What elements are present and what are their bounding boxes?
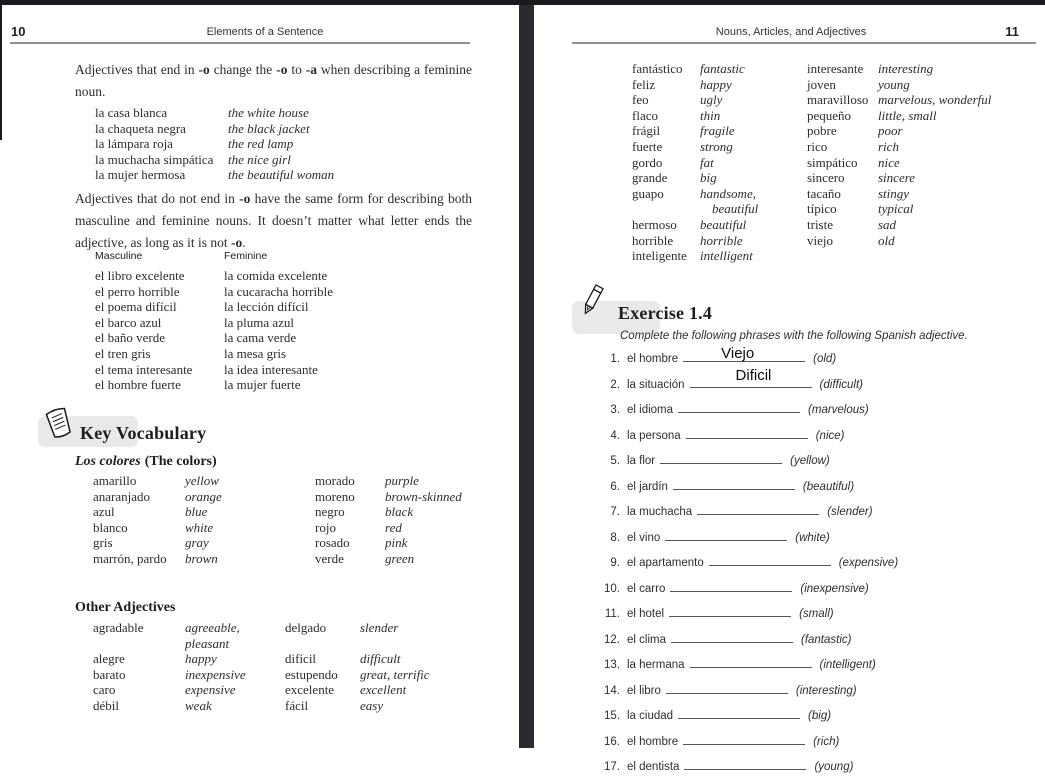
paragraph-adjectives-not-o <box>75 188 472 254</box>
vocab-spanish: simpático <box>807 154 858 170</box>
book-gutter <box>519 0 534 748</box>
vocab-english: horrible <box>700 232 743 248</box>
vocab-spanish: barato <box>93 666 126 682</box>
item-number: 15. <box>604 710 620 722</box>
vocab-spanish: grande <box>632 170 668 186</box>
window-top-bar <box>0 0 1045 5</box>
vocab-english: sad <box>878 216 897 232</box>
spanish-text: el tren gris <box>95 345 151 361</box>
vocab-english: sincere <box>878 170 916 186</box>
item-hint: (beautiful) <box>802 480 855 493</box>
vocab-english: blue <box>185 504 208 520</box>
answer-blank[interactable] <box>670 578 792 592</box>
feminine-text: la mujer fuerte <box>224 377 301 393</box>
noun-pair-row <box>95 377 333 393</box>
bold-ending: -o <box>230 235 243 250</box>
key-vocabulary-heading: Key Vocabulary <box>80 423 207 443</box>
exercise-item <box>586 425 1036 444</box>
vocab-english: rich <box>878 138 899 154</box>
vocab-spanish: feo <box>632 92 649 108</box>
item-phrase: el hotel <box>627 608 665 620</box>
colors-subheading-spanish: Los colores <box>75 454 141 469</box>
exercise-item <box>586 654 1036 673</box>
item-phrase: la ciudad <box>627 710 674 722</box>
feminine-text: la cucaracha horrible <box>224 283 333 299</box>
example-pair-row <box>95 121 334 137</box>
item-hint: (marvelous) <box>808 404 869 416</box>
window-left-edge <box>0 0 2 140</box>
exercise-item <box>586 731 1036 750</box>
bold-ending: -a <box>305 62 317 77</box>
vocab-english: purple <box>385 473 419 488</box>
feminine-text: la comida excelente <box>224 268 328 283</box>
header-rule-left <box>10 42 470 44</box>
exercise-item <box>586 680 1036 699</box>
item-phrase: el libro <box>627 684 661 697</box>
vocab-english: ugly <box>700 92 723 108</box>
item-hint: (white) <box>795 531 830 544</box>
vocab-english: happy <box>700 76 732 92</box>
exercise-item <box>586 527 1036 546</box>
vocab-english: thin <box>700 107 721 123</box>
item-number: 16. <box>604 735 620 748</box>
vocab-english: old <box>878 232 895 248</box>
text-segment: change the <box>209 62 277 77</box>
answer-blank[interactable] <box>678 705 800 719</box>
exercise-item <box>586 578 1036 597</box>
exercise-item <box>586 476 1036 495</box>
vocab-english: gray <box>185 535 209 551</box>
vocab-english: strong <box>700 138 733 154</box>
vocab-spanish: frágil <box>632 123 661 139</box>
vocab-spanish: verde <box>315 550 344 566</box>
vocab-spanish: gris <box>93 535 113 551</box>
example-pair-row <box>95 136 334 152</box>
answer-blank[interactable] <box>671 629 793 643</box>
vocab-spanish: maravilloso <box>807 92 869 108</box>
answer-blank[interactable] <box>665 527 787 541</box>
vocab-english: fragile <box>700 123 735 139</box>
vocab-spanish <box>632 201 700 217</box>
item-number: 11. <box>604 608 620 620</box>
bold-ending: -o <box>198 62 210 77</box>
vocab-spanish: feliz <box>632 76 656 92</box>
item-hint: (big) <box>808 710 832 722</box>
english-translation: the nice girl <box>228 151 291 167</box>
item-hint: (yellow) <box>790 455 830 467</box>
vocab-spanish: fantástico <box>632 61 683 76</box>
vocab-english: easy <box>360 697 384 713</box>
vocab-english: red <box>385 519 402 535</box>
vocab-spanish: flaco <box>632 107 658 123</box>
spanish-text: la casa blanca <box>95 105 168 120</box>
example-pair-row <box>95 167 334 183</box>
vocab-spanish: gordo <box>632 154 663 170</box>
vocab-spanish: anaranjado <box>93 488 151 504</box>
vocab-english: young <box>878 76 910 92</box>
example-pair-row <box>95 152 334 168</box>
text-segment: . <box>242 235 246 250</box>
exercise-item <box>586 450 1036 469</box>
vocab-english: beautiful <box>712 201 759 217</box>
answer-blank[interactable] <box>709 552 831 566</box>
answer-blank[interactable] <box>666 680 788 694</box>
header-rule-right <box>572 42 1036 44</box>
item-number: 9. <box>610 557 620 569</box>
answer-blank[interactable] <box>686 425 808 439</box>
spanish-text: el tema interesante <box>95 361 193 377</box>
english-translation: the black jacket <box>228 120 310 136</box>
pencil-icon <box>574 281 610 321</box>
spanish-text: el hombre fuerte <box>95 377 181 393</box>
book-page-left <box>0 0 519 748</box>
item-hint: (inexpensive) <box>800 582 869 595</box>
colors-subheading-english: (The colors) <box>144 454 217 469</box>
colors-vocab-table <box>93 473 462 567</box>
vocab-spanish: agradable <box>93 620 144 635</box>
item-hint: (old) <box>813 353 837 365</box>
answer-blank[interactable] <box>697 501 819 515</box>
spanish-text: el perro horrible <box>95 283 180 299</box>
spanish-text: la muchacha simpática <box>95 151 214 167</box>
vocab-english: typical <box>878 201 914 217</box>
item-number: 17. <box>604 761 620 773</box>
vocab-spanish: alegre <box>93 651 125 667</box>
vocab-spanish: excelente <box>285 682 335 698</box>
typed-answer[interactable]: Dificil <box>735 366 772 384</box>
noun-pair-row <box>95 315 333 331</box>
vocab-english: beautiful <box>700 216 747 232</box>
exercise-item <box>586 399 1036 418</box>
colors-subheading <box>75 454 217 470</box>
exercise-item <box>586 366 1036 393</box>
item-phrase: la persona <box>627 429 681 442</box>
item-hint: (nice) <box>815 429 845 442</box>
answer-blank[interactable] <box>684 756 806 770</box>
item-number: 5. <box>610 455 620 467</box>
vocab-spanish: rico <box>807 138 828 154</box>
vocab-english: intelligent <box>700 248 753 264</box>
vocab-spanish: típico <box>807 201 837 217</box>
vocab-english: green <box>385 550 415 566</box>
exercise-item <box>586 345 1036 367</box>
vocab-english: brown-skinned <box>385 488 462 504</box>
vocab-english: pink <box>385 535 408 551</box>
noun-pair-row <box>95 299 333 315</box>
bold-ending: -o <box>276 62 288 77</box>
vocab-english: little, small <box>878 107 937 123</box>
item-phrase: el dentista <box>627 761 680 773</box>
item-number: 14. <box>604 684 620 697</box>
vocab-spanish: blanco <box>93 519 128 535</box>
text-segment: when describing a feminine noun. <box>75 62 473 99</box>
item-phrase: el hombre <box>627 353 679 365</box>
vocab-english: happy <box>185 651 217 667</box>
vocab-spanish: triste <box>807 216 833 232</box>
vocab-english: agreeable, pleasant <box>185 620 240 651</box>
item-hint: (young) <box>814 761 854 773</box>
adjectives-vocab-table <box>632 61 991 264</box>
vocab-spanish: pobre <box>807 123 837 139</box>
vocab-spanish: viejo <box>807 232 833 248</box>
item-hint: (difficult) <box>819 378 863 391</box>
vocab-english: fat <box>700 154 714 170</box>
item-phrase: el apartamento <box>627 557 704 569</box>
item-hint: (slender) <box>827 506 873 518</box>
vocab-spanish: inteligente <box>632 248 687 264</box>
vocab-spanish: tacaño <box>807 185 841 201</box>
vocab-english: difficult <box>360 651 401 667</box>
item-number: 6. <box>610 480 620 493</box>
other-adjectives-table <box>93 620 430 714</box>
vocab-spanish: pequeño <box>807 107 852 123</box>
vocab-spanish: azul <box>93 504 115 520</box>
vocab-spanish: fuerte <box>632 138 663 154</box>
vocab-english: big <box>700 170 717 186</box>
spanish-text: la chaqueta negra <box>95 120 186 136</box>
item-phrase: la situación <box>627 378 685 391</box>
vocab-english: orange <box>185 488 222 504</box>
answer-blank[interactable] <box>669 603 791 617</box>
running-header-left: Elements of a Sentence <box>206 26 324 38</box>
item-number: 12. <box>604 633 620 646</box>
vocab-spanish: moreno <box>315 488 355 504</box>
feminine-text: la pluma azul <box>224 314 295 330</box>
item-phrase: el clima <box>627 633 666 646</box>
exercise-item <box>586 603 1036 622</box>
book-page-right <box>533 0 1045 773</box>
feminine-text: la mesa gris <box>224 345 287 361</box>
answer-blank[interactable] <box>673 476 795 490</box>
vocab-spanish: negro <box>315 504 345 520</box>
paragraph-adjectives-o <box>75 59 472 103</box>
vocab-spanish: caro <box>93 682 116 698</box>
vocab-spanish: sincero <box>807 170 845 186</box>
answer-blank[interactable] <box>660 450 782 464</box>
typed-answer[interactable]: Viejo <box>721 345 755 362</box>
item-phrase: la hermana <box>627 659 685 671</box>
vocab-english: slender <box>360 620 399 635</box>
item-hint: (small) <box>799 608 834 620</box>
vocab-english: yellow <box>185 473 219 488</box>
english-translation: the beautiful woman <box>228 167 335 183</box>
exercise-heading: Exercise 1.4 <box>618 303 713 323</box>
vocab-spanish: hermoso <box>632 216 677 232</box>
english-translation: the red lamp <box>228 136 294 152</box>
vocab-english: black <box>385 504 414 520</box>
vocab-spanish: débil <box>93 697 119 713</box>
item-number: 8. <box>610 531 620 544</box>
vocab-spanish: difícil <box>285 651 317 667</box>
noun-pair-row <box>95 346 333 362</box>
masculine-column-header: Masculine <box>95 250 143 262</box>
text-segment: have the same form for describing both masculine and feminine nouns. It doesn’t matter what letter ends the adjective, as long as it is not <box>75 191 473 250</box>
noun-pair-row <box>95 284 333 300</box>
noun-pair-row <box>95 362 333 378</box>
exercise-item-list <box>586 345 1036 782</box>
item-number: 10. <box>604 582 620 595</box>
vocab-english: inexpensive <box>185 666 246 682</box>
vocab-english: stingy <box>878 185 910 201</box>
item-number: 3. <box>610 404 620 416</box>
exercise-item <box>586 756 1036 775</box>
feminine-text: la cama verde <box>224 330 297 346</box>
spanish-text: el baño verde <box>95 330 166 346</box>
spanish-text: el libro excelente <box>95 268 185 283</box>
feminine-text: la lección difícil <box>224 299 309 315</box>
vocab-spanish: morado <box>315 473 355 488</box>
spanish-text: el poema difícil <box>95 299 177 315</box>
feminine-examples-list <box>95 105 334 183</box>
exercise-item <box>586 552 1036 571</box>
item-hint: (expensive) <box>838 557 899 569</box>
vocab-spanish: estupendo <box>285 666 338 682</box>
vocab-english: expensive <box>185 682 236 698</box>
vocab-english: poor <box>878 123 903 139</box>
exercise-item <box>586 501 1036 520</box>
masculine-feminine-list <box>95 268 333 393</box>
text-segment: Adjectives that end in <box>75 62 199 77</box>
answer-blank[interactable] <box>683 345 805 362</box>
vocab-english: brown <box>185 550 218 566</box>
noun-pair-row <box>95 268 333 284</box>
example-pair-row <box>95 105 334 121</box>
vocab-english: interesting <box>878 61 934 76</box>
vocab-english: marvelous, wonderful <box>878 92 992 108</box>
masculine-feminine-headers <box>95 250 267 262</box>
feminine-column-header: Feminine <box>224 250 268 262</box>
vocab-spanish: marrón, pardo <box>93 550 167 566</box>
vocab-english: weak <box>185 697 212 713</box>
vocab-spanish: horrible <box>632 232 674 248</box>
feminine-text: la idea interesante <box>224 361 318 377</box>
vocab-english: great, terrific <box>360 666 430 682</box>
vocab-spanish: fácil <box>285 697 309 713</box>
item-number: 4. <box>610 429 620 442</box>
item-phrase: el carro <box>627 582 666 595</box>
item-phrase: el vino <box>627 531 661 544</box>
vocab-spanish: joven <box>807 76 836 92</box>
vocab-spanish: guapo <box>632 185 664 201</box>
item-number: 13. <box>604 659 620 671</box>
item-hint: (interesting) <box>795 684 857 697</box>
exercise-instructions: Complete the following phrases with the following Spanish adjective. <box>620 330 968 342</box>
notepad-icon <box>38 403 80 445</box>
vocab-english: handsome, <box>700 185 756 201</box>
bold-ending: -o <box>239 191 251 206</box>
item-phrase: el idioma <box>627 404 674 416</box>
noun-pair-row <box>95 330 333 346</box>
spanish-text: la lámpara roja <box>95 136 173 152</box>
item-hint: (fantastic) <box>800 633 852 646</box>
item-number: 2. <box>610 378 620 391</box>
vocab-spanish: interesante <box>807 61 864 76</box>
item-hint: (rich) <box>813 735 840 748</box>
text-segment: to <box>287 62 306 77</box>
other-adjectives-subheading: Other Adjectives <box>75 600 176 615</box>
exercise-item <box>586 705 1036 724</box>
item-hint: (intelligent) <box>819 659 876 671</box>
vocab-english: nice <box>878 154 900 170</box>
item-number: 7. <box>610 506 620 518</box>
running-header-right: Nouns, Articles, and Adjectives <box>715 26 867 38</box>
vocab-english <box>878 248 991 264</box>
vocab-spanish <box>807 248 878 264</box>
vocab-spanish: rosado <box>315 535 350 551</box>
answer-blank[interactable] <box>678 399 800 413</box>
answer-blank[interactable] <box>690 366 812 388</box>
vocab-english: excellent <box>360 682 407 698</box>
item-phrase: la flor <box>627 455 656 467</box>
vocab-english: fantastic <box>700 61 745 76</box>
answer-blank[interactable] <box>683 731 805 745</box>
vocab-spanish: rojo <box>315 519 336 535</box>
spanish-text: la mujer hermosa <box>95 167 186 183</box>
spanish-text: el barco azul <box>95 314 162 330</box>
page-number-left: 10 <box>11 24 26 39</box>
vocab-spanish: amarillo <box>93 473 137 488</box>
item-number: 1. <box>610 353 620 365</box>
text-segment: Adjectives that do not end in <box>75 191 240 206</box>
page-number-right: 11 <box>1005 24 1019 39</box>
vocab-spanish: delgado <box>285 620 327 635</box>
vocab-english: white <box>185 519 214 535</box>
item-phrase: el hombre <box>627 735 679 748</box>
answer-blank[interactable] <box>690 654 812 668</box>
english-translation: the white house <box>228 105 309 120</box>
item-phrase: el jardín <box>627 480 668 493</box>
exercise-item <box>586 629 1036 648</box>
item-phrase: la muchacha <box>627 506 693 518</box>
